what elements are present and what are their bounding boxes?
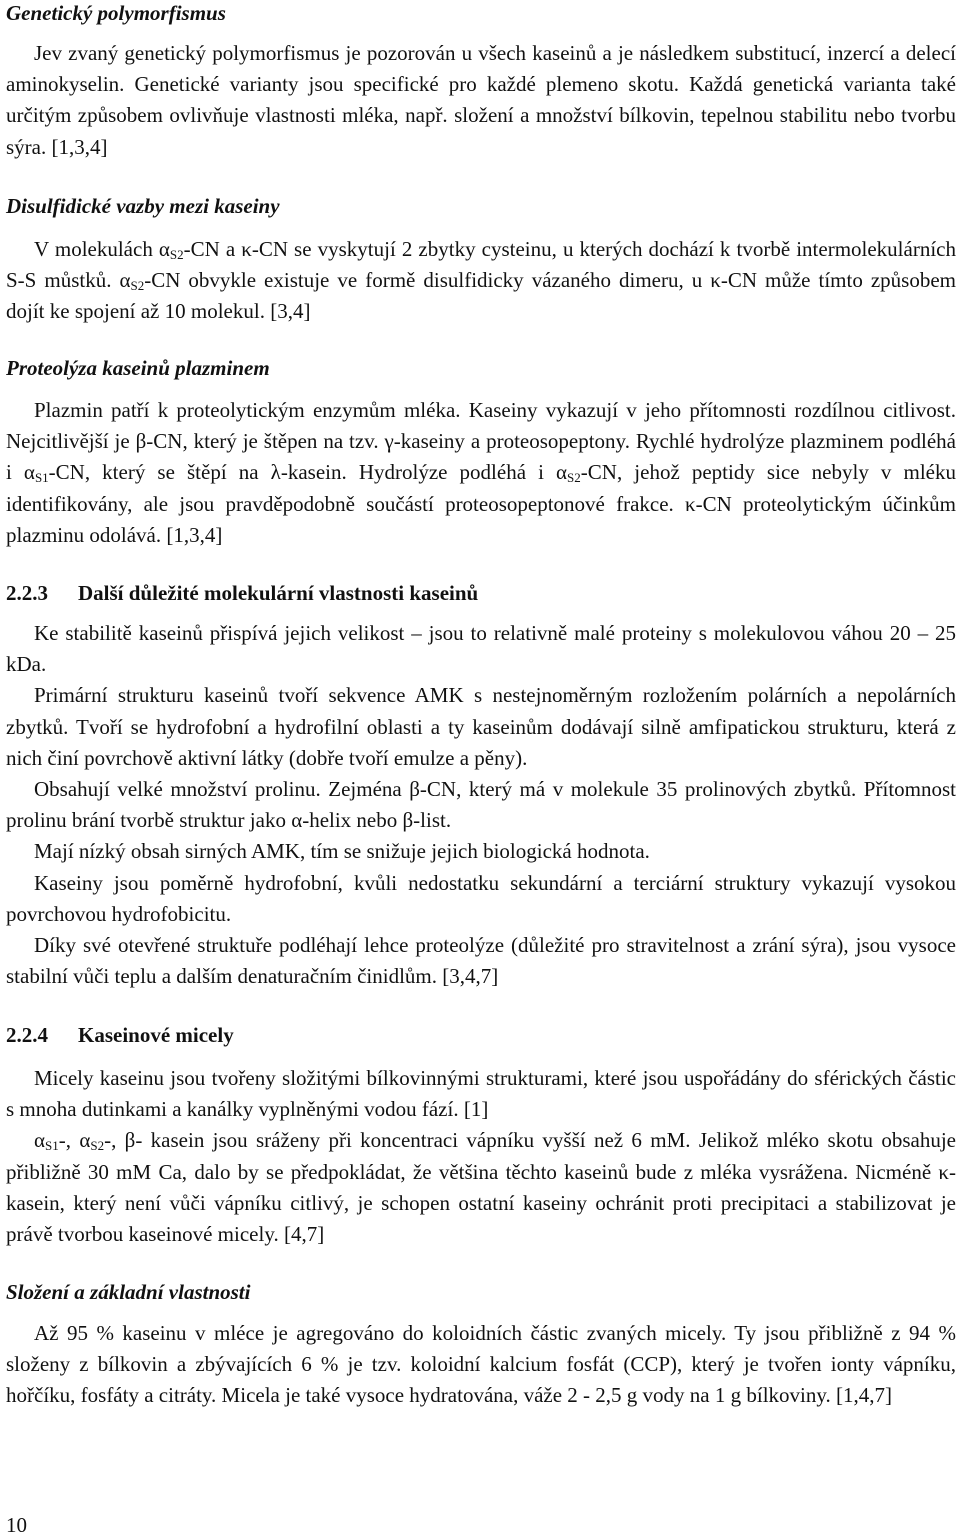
- section-micelles-body: [6, 1063, 956, 1250]
- paragraph-molecular-2: Primární strukturu kaseinů tvoří sekvence AMK s nestejnoměrným rozložením polárních a nepolárních zbytků. Tvoří se hydrofobní a hydrofilní oblasti a ty kaseinům dodávají silně amfipatickou strukturu, která z nich činí povrchově aktivní látky (dobře tvoří emulze a pěny).: [6, 683, 956, 770]
- paragraph-genetic: Jev zvaný genetický polymorfismus je pozorován u všech kaseinů a je následkem substitucí, inzercí a delecí aminokyselin. Genetické varianty jsou specifické pro každé plemeno skotu. Každá genetická varianta také určitým způsobem ovlivňuje vlastnosti mléka, např. složení a množství bílkovin, tepelnou stabilitu nebo tvorbu sýra. [1,3,4]: [6, 41, 956, 159]
- heading-disulfide-bonds: Disulfidické vazby mezi kaseiny: [6, 194, 280, 218]
- heading-molecular-properties: 2.2.3 Další důležité molekulární vlastnosti kaseinů: [6, 581, 479, 605]
- paragraph-molecular-4: Mají nízký obsah sirných AMK, tím se snižuje jejich biologická hodnota.: [34, 839, 650, 864]
- paragraph-micelles-2: $\alpha_{S1}-$, $\alpha_{S2}-$, β- kasein jsou sráženy při koncentraci vápníku vyšší než 6 mM. Jelikož mléko skotu obsahuje přibližně 30 mM Ca, dalo by se předpokládat, že většina těchto kaseinů bude z mléka vysrážena. Nicméně κ-kasein, který není vůči vápníku citlivý, je schopen ostatní kaseiny ochránit proti precipitaci a stabilizovat je právě tvorbou kaseinové micely. [4,7]: [6, 1128, 956, 1247]
- paragraph-molecular-1: Ke stabilitě kaseinů přispívá jejich velikost – jsou to relativně malé proteiny s molekulovou váhou 20 – 25 kDa.: [6, 621, 956, 677]
- paragraph-proteolysis: Plazmin patří k proteolytickým enzymům mléka. Kaseiny vykazují v jeho přítomnosti rozdílnou citlivost. Nejcitlivější je β-CN, který je štěpen na tzv. γ-kaseiny a proteosopeptony. Rychlé hydrolýze plazminem podléhá i $\alpha_{S1}-CN$, který se štěpí na λ-kasein. Hydrolýze podléhá i $\alpha_{S2}-CN$, jehož peptidy sice nebyly v mléku identifikovány, ale jsou pravděpodobně součástí proteosopeptonové frakce. κ-CN proteolytickým účinkům plazminu odolává. [1,3,4]: [6, 398, 956, 547]
- paragraph-molecular-5: Kaseiny jsou poměrně hydrofobní, kvůli nedostatku sekundární a terciární struktury vykazují vysokou povrchovou hydrofobicitu.: [6, 870, 956, 926]
- section-molecular-body: [6, 618, 956, 992]
- paragraph-micelles-1: Micely kaseinu jsou tvořeny složitými bílkovinnými strukturami, které jsou uspořádány do sférických částic s mnoha dutinkami a kanálky vyplněnými vodou fází. [1]: [6, 1066, 956, 1122]
- section-proteolysis-body: [6, 395, 956, 551]
- heading-composition: Složení a základní vlastnosti: [6, 1280, 251, 1304]
- paragraph-composition: Až 95 % kaseinu v mléce je agregováno do koloidních částic zvaných micely. Ty jsou přibližně z 94 % složeny z bílkovin a zbývajících 6 % je tzv. koloidní kalcium fosfát (CCP), který je tvořen ionty vápníku, hořčíku, fosfáty a citráty. Micela je také vysoce hydratována, váže 2 - 2,5 g vody na 1 g bílkoviny. [1,4,7]: [6, 1321, 956, 1408]
- heading-proteolysis: Proteolýza kaseinů plazminem: [6, 356, 270, 380]
- paragraph-disulfide: V molekulách $\alpha_{S2}-CN$ a κ-CN se vyskytují 2 zbytky cysteinu, u kterých dochází k tvorbě intermolekulárních S-S můstků. $\alpha_{S2}-CN$ obvykle existuje ve formě disulfidicky vázaného dimeru, u κ-CN může tímto způsobem dojít ke spojení až 10 molekul. [3,4]: [6, 237, 956, 324]
- section-composition-body: [6, 1318, 956, 1412]
- page-number: 10: [6, 1513, 27, 1537]
- heading-casein-micelles: 2.2.4 Kaseinové micely: [6, 1023, 234, 1047]
- paragraph-molecular-3: Obsahují velké množství prolinu. Zejména β-CN, který má v molekule 35 prolinových zbytků. Přítomnost prolinu brání tvorbě struktur jako α-helix nebo β-list.: [6, 777, 956, 833]
- section-genetic-body: [6, 38, 956, 163]
- section-disulfide-body: [6, 234, 956, 328]
- heading-genetic-polymorphism: Genetický polymorfismus: [6, 1, 226, 25]
- paragraph-molecular-6: Díky své otevřené struktuře podléhají lehce proteolýze (důležité pro stravitelnost a zrání sýra), jsou vysoce stabilní vůči teplu a dalším denaturačním činidlům. [3,4,7]: [6, 933, 956, 989]
